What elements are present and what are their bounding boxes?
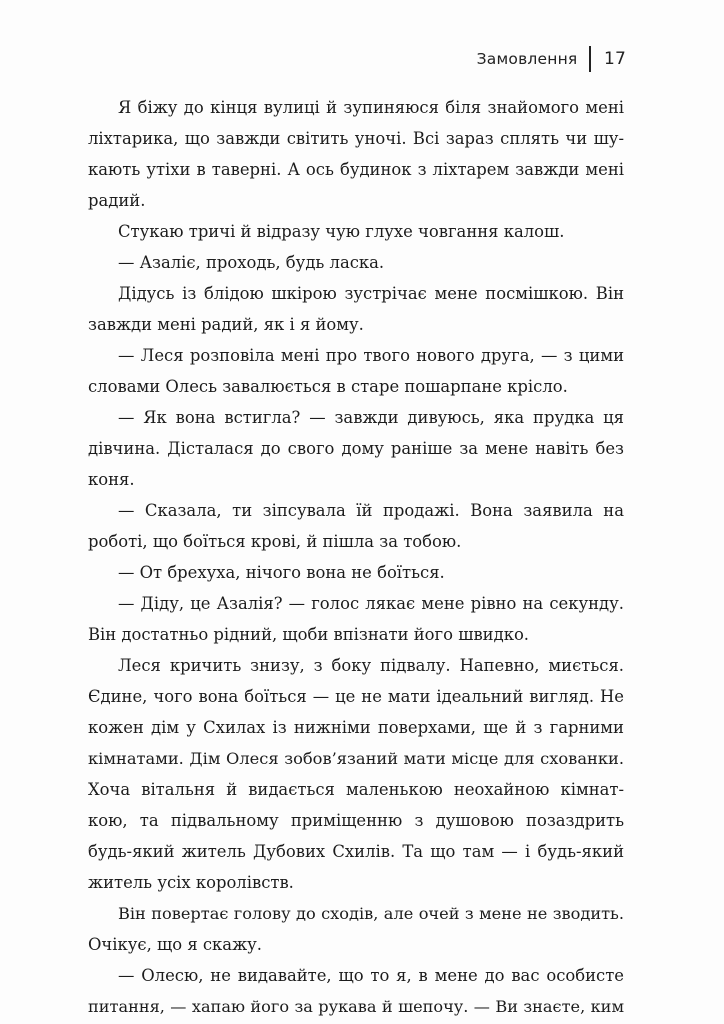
running-head	[477, 46, 626, 72]
text-line: Дідусь із блідою шкірою зустрічає мене посмішкою. Він	[118, 284, 624, 303]
text-line: будь-який житель Дубових Схилів. Та що там — і будь-який	[88, 842, 624, 861]
text-line: радий.	[88, 191, 146, 210]
text-line: Єдине, чого вона боїться — це не мати ідеальний вигляд. Не	[88, 687, 624, 706]
text-line: — Леся розповіла мені про твого нового друга, — з цими	[118, 346, 624, 365]
text-line: Очікує, що я скажу.	[88, 935, 262, 954]
text-line: Він достатньо рідний, щоби впізнати його швидко.	[88, 625, 530, 644]
text-line: — Олесю, не видавайте, що то я, в мене до вас особисте	[118, 966, 624, 985]
text-line: — Як вона встигла? — завжди дивуюсь, яка прудка ця	[118, 408, 624, 427]
text-line: кають утіхи в таверні. А ось будинок з ліхтарем завжди мені	[88, 160, 624, 179]
text-line: питання, — хапаю його за рукава й шепочу. — Ви знаєте, ким	[88, 997, 624, 1016]
chapter-title: Замовлення	[476, 50, 578, 68]
text-line: Я біжу до кінця вулиці й зупиняюся біля знайомого мені	[118, 98, 624, 117]
text-line: дівчина. Дісталася до свого дому раніше за мене навіть без	[88, 439, 624, 458]
text-line: — Сказала, ти зіпсувала їй продажі. Вона заявила на	[118, 501, 624, 520]
body-text	[88, 92, 624, 1022]
text-line: роботі, що боїться крові, й пішла за тобою.	[88, 532, 462, 551]
text-line: кімнатами. Дім Олеся зобов’язаний мати місце для схованки.	[88, 749, 624, 768]
text-line: — От брехуха, нічого вона не боїться.	[118, 563, 445, 582]
text-line: Стукаю тричі й відразу чую глухе човгання калош.	[118, 222, 565, 241]
text-line: коня.	[88, 470, 135, 489]
text-line: ліхтарика, що завжди світить уночі. Всі зараз сплять чи шу-	[88, 129, 624, 148]
text-line: Він повертає голову до сходів, але очей з мене не зводить.	[118, 904, 624, 923]
text-line: Хоча вітальня й видається маленькою неохайною кімнат-	[88, 780, 624, 799]
header-separator	[589, 46, 591, 72]
text-line: кожен дім у Схилах із нижніми поверхами, ще й з гарними	[88, 718, 624, 737]
text-line: — Азаліє, проходь, будь ласка.	[118, 253, 385, 272]
text-line: Леся кричить знизу, з боку підвалу. Напевно, миється.	[118, 656, 624, 675]
text-line: кою, та підвальному приміщенню з душовою позаздрить	[88, 811, 624, 830]
page-number: 17	[603, 49, 626, 69]
text-line: — Діду, це Азалія? — голос лякає мене рівно на секунду.	[118, 594, 624, 613]
text-line: словами Олесь завалюється в старе пошарпане крісло.	[88, 377, 568, 396]
text-line: завжди мені радий, як і я йому.	[88, 315, 364, 334]
text-line: житель усіх королівств.	[88, 873, 294, 892]
